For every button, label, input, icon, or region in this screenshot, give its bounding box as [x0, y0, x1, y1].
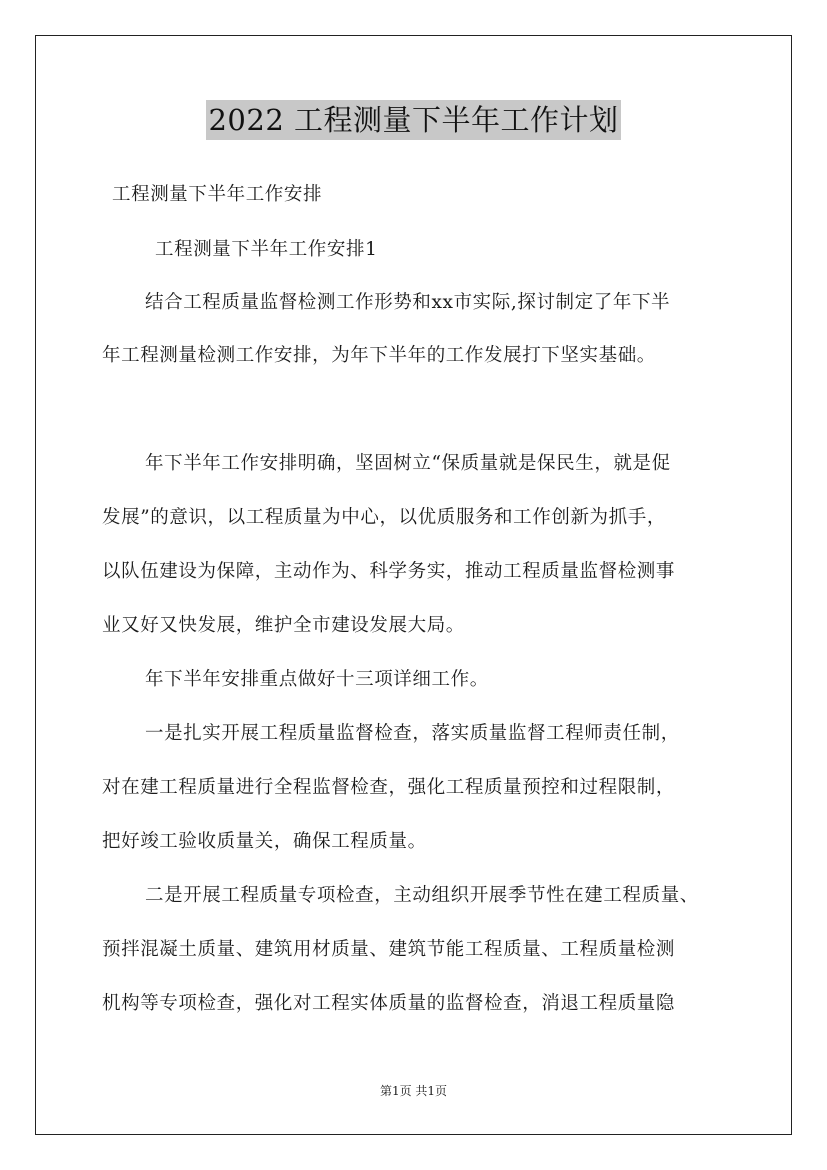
paragraph-line: 业又好又快发展，维护全市建设发展大局。 — [102, 615, 465, 636]
document-title: 2022 工程测量下半年工作计划 — [206, 100, 620, 140]
paragraph-line: 以队伍建设为保障，主动作为、科学务实，推动工程质量监督检测事 — [102, 561, 676, 582]
paragraph-line: 年下半年安排重点做好十三项详细工作。 — [145, 669, 489, 690]
paragraph-line: 结合工程质量监督检测工作形势和xx市实际,探讨制定了年下半 — [145, 292, 671, 313]
paragraph-line: 发展”的意识，以工程质量为中心，以优质服务和工作创新为抓手， — [102, 507, 666, 528]
subsection-heading: 工程测量下半年工作安排1 — [155, 239, 378, 260]
paragraph-line: 预拌混凝土质量、建筑用材质量、建筑节能工程质量、工程质量检测 — [102, 939, 676, 960]
paragraph-line: 年工程测量检测工作安排，为年下半年的工作发展打下坚实基础。 — [102, 345, 656, 366]
paragraph-line: 对在建工程质量进行全程监督检查，强化工程质量预控和过程限制， — [102, 777, 676, 798]
paragraph-line: 把好竣工验收质量关，确保工程质量。 — [102, 831, 427, 852]
paragraph-line: 一是扎实开展工程质量监督检查，落实质量监督工程师责任制， — [145, 723, 680, 744]
paragraph-line: 机构等专项检查，强化对工程实体质量的监督检查，消退工程质量隐 — [102, 993, 676, 1014]
section-heading: 工程测量下半年工作安排 — [112, 184, 323, 205]
title-container — [0, 100, 827, 140]
paragraph-line: 年下半年工作安排明确，坚固树立“保质量就是保民生，就是促 — [145, 453, 671, 474]
paragraph-line: 二是开展工程质量专项检查，主动组织开展季节性在建工程质量、 — [145, 885, 699, 906]
page-number: 第1页 共1页 — [379, 1084, 448, 1098]
